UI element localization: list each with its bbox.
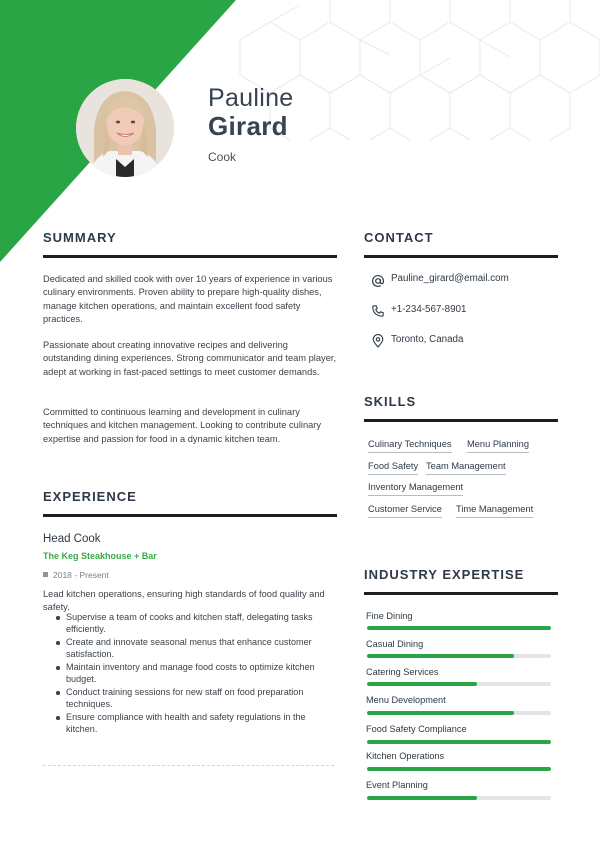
job-description: Lead kitchen operations, ensuring high standards of food quality and safety.	[43, 589, 325, 612]
summary-paragraph-1: Dedicated and skilled cook with over 10 years of experience in various culinary environments. Proven ability to prepare high-quality dishes, manage kitchen operations, and maintain excellent food safety practices.	[43, 274, 333, 325]
avatar	[76, 79, 174, 177]
expertise-rule	[364, 592, 558, 595]
list-item: Supervise a team of cooks and kitchen staff, delegating tasks efficiently.	[66, 612, 338, 635]
last-name: Girard	[208, 111, 288, 141]
expertise-bar	[367, 654, 551, 658]
expertise-bar-fill	[367, 740, 551, 744]
skill-tag: Food Safety	[368, 461, 418, 475]
expertise-bar	[367, 682, 551, 686]
summary-paragraph-2: Passionate about creating innovative recipes and delivering outstanding dining experiences. Strong communicator and team player, adept at working in fast-paced settings to meet customer demands.	[43, 340, 337, 377]
contact-rule	[364, 255, 558, 258]
skills-rule	[364, 419, 558, 422]
expertise-label: Catering Services	[366, 667, 439, 677]
contact-heading: CONTACT	[364, 230, 434, 245]
expertise-label: Kitchen Operations	[366, 751, 445, 761]
skill-tag: Customer Service	[368, 504, 442, 518]
employer-name: The Keg Steakhouse + Bar	[43, 551, 157, 561]
summary-rule	[43, 255, 337, 258]
expertise-bar-fill	[367, 711, 514, 715]
skill-tag: Team Management	[426, 461, 506, 475]
at-icon	[371, 274, 385, 288]
list-item: Ensure compliance with health and safety regulations in the kitchen.	[66, 712, 338, 735]
skill-tag: Inventory Management	[368, 482, 463, 496]
expertise-bar	[367, 740, 551, 744]
first-name: Pauline	[208, 84, 294, 112]
expertise-bar-fill	[367, 796, 477, 800]
expertise-bar	[367, 767, 551, 771]
expertise-label: Casual Dining	[366, 639, 424, 649]
expertise-bar-fill	[367, 682, 477, 686]
phone-text[interactable]: +1-234-567-8901	[391, 304, 467, 315]
list-item: Create and innovate seasonal menus that enhance customer satisfaction.	[66, 637, 338, 660]
expertise-label: Food Safety Compliance	[366, 724, 467, 734]
summary-heading: SUMMARY	[43, 230, 117, 245]
location-text: Toronto, Canada	[391, 334, 464, 345]
job-bullets	[66, 612, 338, 737]
expertise-bar	[367, 711, 551, 715]
experience-heading: EXPERIENCE	[43, 489, 137, 504]
job-dates-text: 2018 - Present	[53, 570, 109, 580]
expertise-bar-fill	[367, 767, 551, 771]
summary-paragraph-3: Committed to continuous learning and development in culinary techniques and kitchen management. Looking to contribute culinary expertise and passion for food in a dynamic kitchen team.	[43, 407, 322, 444]
expertise-bar-fill	[367, 654, 514, 658]
skills-heading: SKILLS	[364, 394, 417, 409]
expertise-label: Fine Dining	[366, 611, 413, 621]
expertise-bar-fill	[367, 626, 551, 630]
phone-icon	[371, 304, 385, 318]
skill-tag: Culinary Techniques	[368, 439, 452, 453]
portrait-illustration	[76, 79, 174, 177]
expertise-bar	[367, 796, 551, 800]
expertise-label: Event Planning	[366, 780, 428, 790]
expertise-label: Menu Development	[366, 695, 446, 705]
skill-tag: Menu Planning	[467, 439, 529, 453]
skill-tag: Time Management	[456, 504, 533, 518]
expertise-heading: INDUSTRY EXPERTISE	[364, 567, 525, 582]
expertise-bar	[367, 626, 551, 630]
job-role: Cook	[208, 150, 237, 164]
section-divider	[43, 765, 334, 766]
list-item: Conduct training sessions for new staff on food preparation techniques.	[66, 687, 338, 710]
job-dates	[43, 570, 109, 580]
email-text[interactable]: Pauline_girard@email.com	[391, 273, 509, 284]
location-pin-icon	[371, 334, 385, 348]
list-item: Maintain inventory and manage food costs to optimize kitchen budget.	[66, 662, 338, 685]
experience-rule	[43, 514, 337, 517]
job-title: Head Cook	[43, 533, 101, 545]
calendar-square-icon	[43, 572, 48, 577]
